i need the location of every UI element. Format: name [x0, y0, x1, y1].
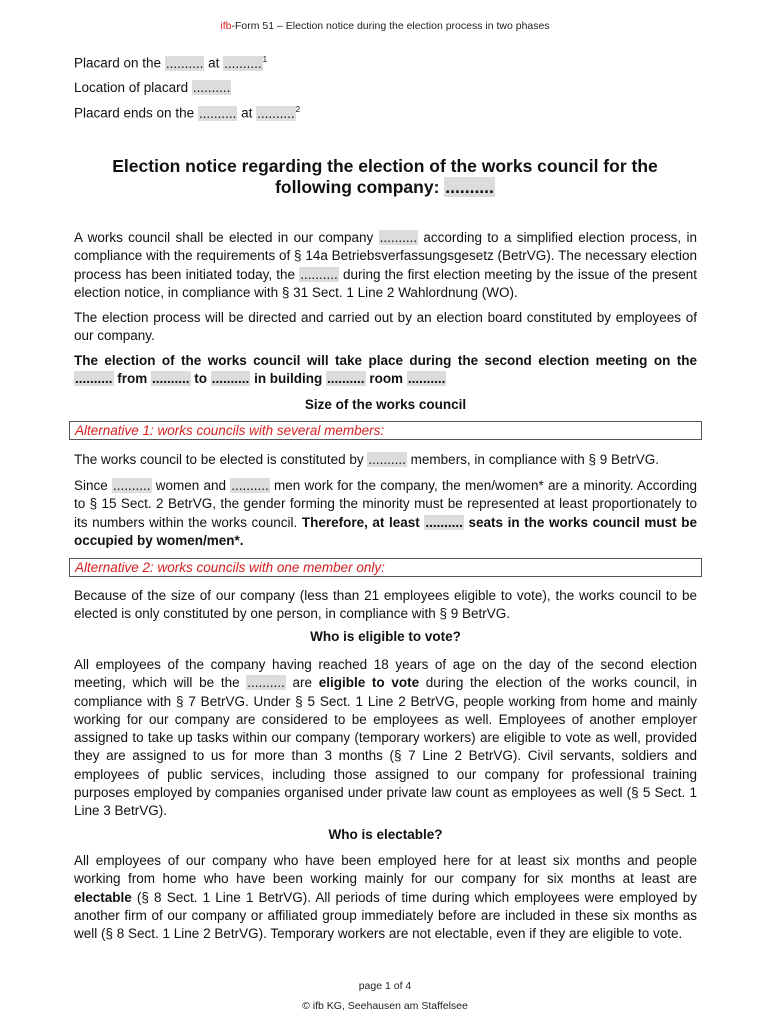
size-heading: Size of the works council: [304, 397, 467, 412]
building-field[interactable]: ..........: [327, 371, 365, 387]
placard-date-field[interactable]: ..........: [165, 55, 204, 71]
initiation-date-field[interactable]: ..........: [300, 266, 338, 282]
eligible-to-vote-heading: Who is eligible to vote?: [310, 629, 461, 644]
placard-end-line: Placard ends on the .......... at ..........$^2$: [74, 105, 301, 121]
alternative-1-box: Alternative 1: works councils with several members:: [69, 421, 702, 440]
footnote-ref-2: 2: [295, 105, 301, 114]
electable-heading: Who is electable?: [328, 827, 443, 842]
meeting-date-field[interactable]: ..........: [75, 371, 113, 387]
election-meeting-paragraph: The election of the works council will take place during the second election meeting on the .......... from .......... to .......... in building .......... room ..........: [74, 353, 697, 387]
placard-end-date-field[interactable]: ..........: [198, 105, 237, 121]
members-count-field[interactable]: ..........: [368, 452, 406, 467]
meeting-start-field[interactable]: ..........: [152, 371, 190, 387]
gender-minority-paragraph: Since .......... women and .......... men work for the company, the men/women* are a minority. According to § 15 Sect. 2 BetrVG, the gender forming the minority must be represented at least proportionately to its numbers within the works council. Therefore, at least .......... seats in the works council must be occupied by women/men*.: [74, 478, 698, 548]
second-meeting-date-field[interactable]: ..........: [247, 675, 285, 691]
placard-time-field[interactable]: ..........: [224, 55, 262, 71]
footnote-ref-1: 1: [262, 55, 268, 64]
placard-location-field[interactable]: ..........: [192, 80, 231, 95]
eligible-to-vote-paragraph: All employees of the company having reached 18 years of age on the day of the second election meeting, which will be the .......... are eligible to vote during the election of the works council, in compliance with § 7 BetrVG. Under § 5 Sect. 1 Line 2 BetrVG, people working from home and mainly working for our company are considered to be employees as well. Employees of another employer assigned to take up tasks within our company (temporary workers) are eligible to vote as well, provided they are assigned to us for more than 3 months (§ 7 Line 2 BetrVG). Civil servants, soldiers and employees of public services, including those assigned to our company for professional training purposes employed by companies organised under private law count as employees as well (§ 5 Sect. 1 Line 3 BetrVG).: [74, 657, 698, 819]
company-name-field[interactable]: ..........: [445, 177, 494, 197]
page-number: page 1 of 4: [358, 980, 412, 992]
page-header: [0, 20, 770, 32]
meeting-end-field[interactable]: ..........: [211, 371, 250, 387]
room-field[interactable]: ..........: [407, 371, 446, 387]
header-text: -Form 51 – Election notice during the election process in two phases: [231, 20, 550, 32]
placard-end-time-field[interactable]: ..........: [257, 105, 295, 121]
document-title: Election notice regarding the election of the works council for the following company: ..........: [112, 156, 658, 197]
placard-location-line: Location of placard ..........: [74, 80, 231, 95]
brand-name: ifb: [220, 20, 232, 32]
members-paragraph: The works council to be elected is constituted by .......... members, in compliance with § 9 BetrVG.: [74, 452, 660, 467]
single-member-paragraph: Because of the size of our company (less than 21 employees eligible to vote), the works council to be elected is only constituted by one person, in compliance with § 9 BetrVG.: [74, 588, 697, 622]
minority-seats-field[interactable]: ..........: [425, 514, 463, 530]
men-count-field[interactable]: ..........: [231, 478, 269, 493]
intro-paragraph: A works council shall be elected in our company .......... according to a simplified election process, in compliance with the requirements of § 14a Betriebsverfassungsgesetz (BetrVG). The necessary election process has been initiated today, the .......... during the first election meeting by the issue of the present election notice, in compliance with § 31 Sect. 1 Line 2 Wahlordnung (WO).: [74, 230, 697, 300]
electable-paragraph: All employees of our company who have been employed here for at least six months and people working from home who have been working mainly for our company for six months at least are electable (§ 8 Sect. 1 Line 1 BetrVG). All periods of time during which employees were employed by another firm of our company or affiliated group immediately before are included in these six months as well (§ 8 Sect. 1 Line 2 BetrVG). Temporary workers are not electable, even if they are eligible to vote.: [74, 853, 697, 942]
copyright-notice: © ifb KG, Seehausen am Staffelsee: [302, 1000, 468, 1012]
women-count-field[interactable]: ..........: [113, 478, 151, 493]
alternative-2-box: Alternative 2: works councils with one member only:: [69, 558, 702, 577]
placard-date-line: Placard on the .......... at ..........$^1$: [74, 55, 268, 71]
election-board-paragraph: The election process will be directed and carried out by an election board constituted by employees of our company.: [74, 310, 697, 344]
company-field[interactable]: ..........: [379, 230, 418, 245]
